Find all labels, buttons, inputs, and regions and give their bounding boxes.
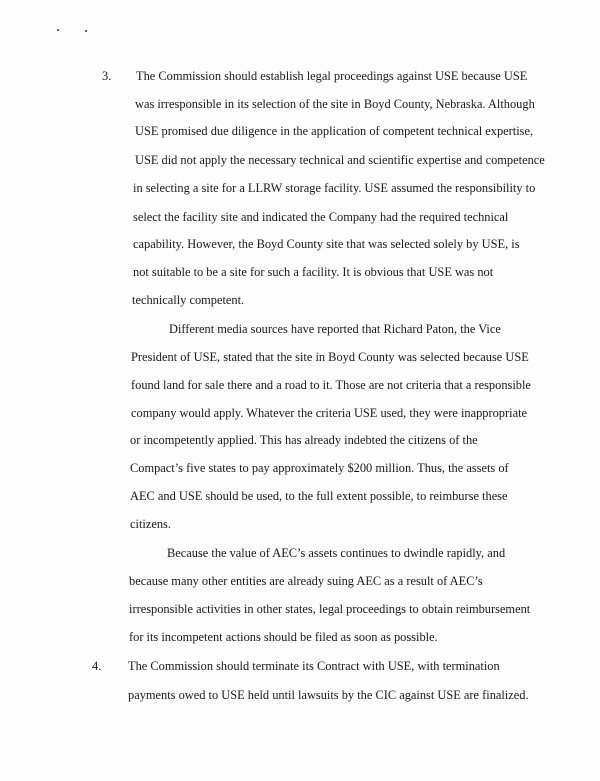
- text-line: President of USE, stated that the site in Boyd County was selected because USE: [131, 350, 529, 364]
- scan-speck: [57, 29, 59, 31]
- text-line: in selecting a site for a LLRW storage facility. USE assumed the responsibility to: [133, 181, 536, 195]
- text-line: Compact’s five states to pay approximately $200 million. Thus, the assets of: [130, 461, 509, 475]
- text-line: select the facility site and indicated the Company had the required technical: [133, 210, 509, 224]
- text-line: payments owed to USE held until lawsuits by the CIC against USE are finalized.: [128, 688, 529, 702]
- scan-speck: [85, 30, 87, 32]
- text-line: USE promised due diligence in the application of competent technical expertise,: [135, 124, 534, 138]
- text-line: was irresponsible in its selection of the site in Boyd County, Nebraska. Although: [135, 97, 535, 111]
- text-line: or incompetently applied. This has already indebted the citizens of the: [130, 433, 478, 447]
- text-line: capability. However, the Boyd County site that was selected solely by USE, is: [133, 237, 520, 251]
- text-line: not suitable to be a site for such a facility. It is obvious that USE was not: [133, 265, 494, 279]
- text-line: The Commission should establish legal proceedings against USE because USE: [136, 69, 528, 83]
- text-line: irresponsible activities in other states, legal proceedings to obtain reimbursement: [129, 602, 531, 616]
- text-line: for its incompetent actions should be filed as soon as possible.: [129, 630, 438, 644]
- item-number: 4.: [92, 659, 102, 673]
- text-line: USE did not apply the necessary technical and scientific expertise and competence: [135, 153, 545, 167]
- text-line: The Commission should terminate its Contract with USE, with termination: [128, 659, 500, 673]
- text-line: company would apply. Whatever the criteria USE used, they were inappropriate: [131, 406, 528, 420]
- text-line: Different media sources have reported that Richard Paton, the Vice: [169, 322, 501, 336]
- item-number: 3.: [102, 69, 112, 83]
- text-line: technically competent.: [132, 293, 245, 307]
- text-line: found land for sale there and a road to it. Those are not criteria that a responsible: [131, 378, 531, 392]
- text-line: citizens.: [130, 517, 171, 531]
- text-line: because many other entities are already suing AEC as a result of AEC’s: [129, 574, 483, 588]
- text-line: Because the value of AEC’s assets continues to dwindle rapidly, and: [167, 546, 506, 560]
- text-line: AEC and USE should be used, to the full extent possible, to reimburse these: [130, 489, 508, 503]
